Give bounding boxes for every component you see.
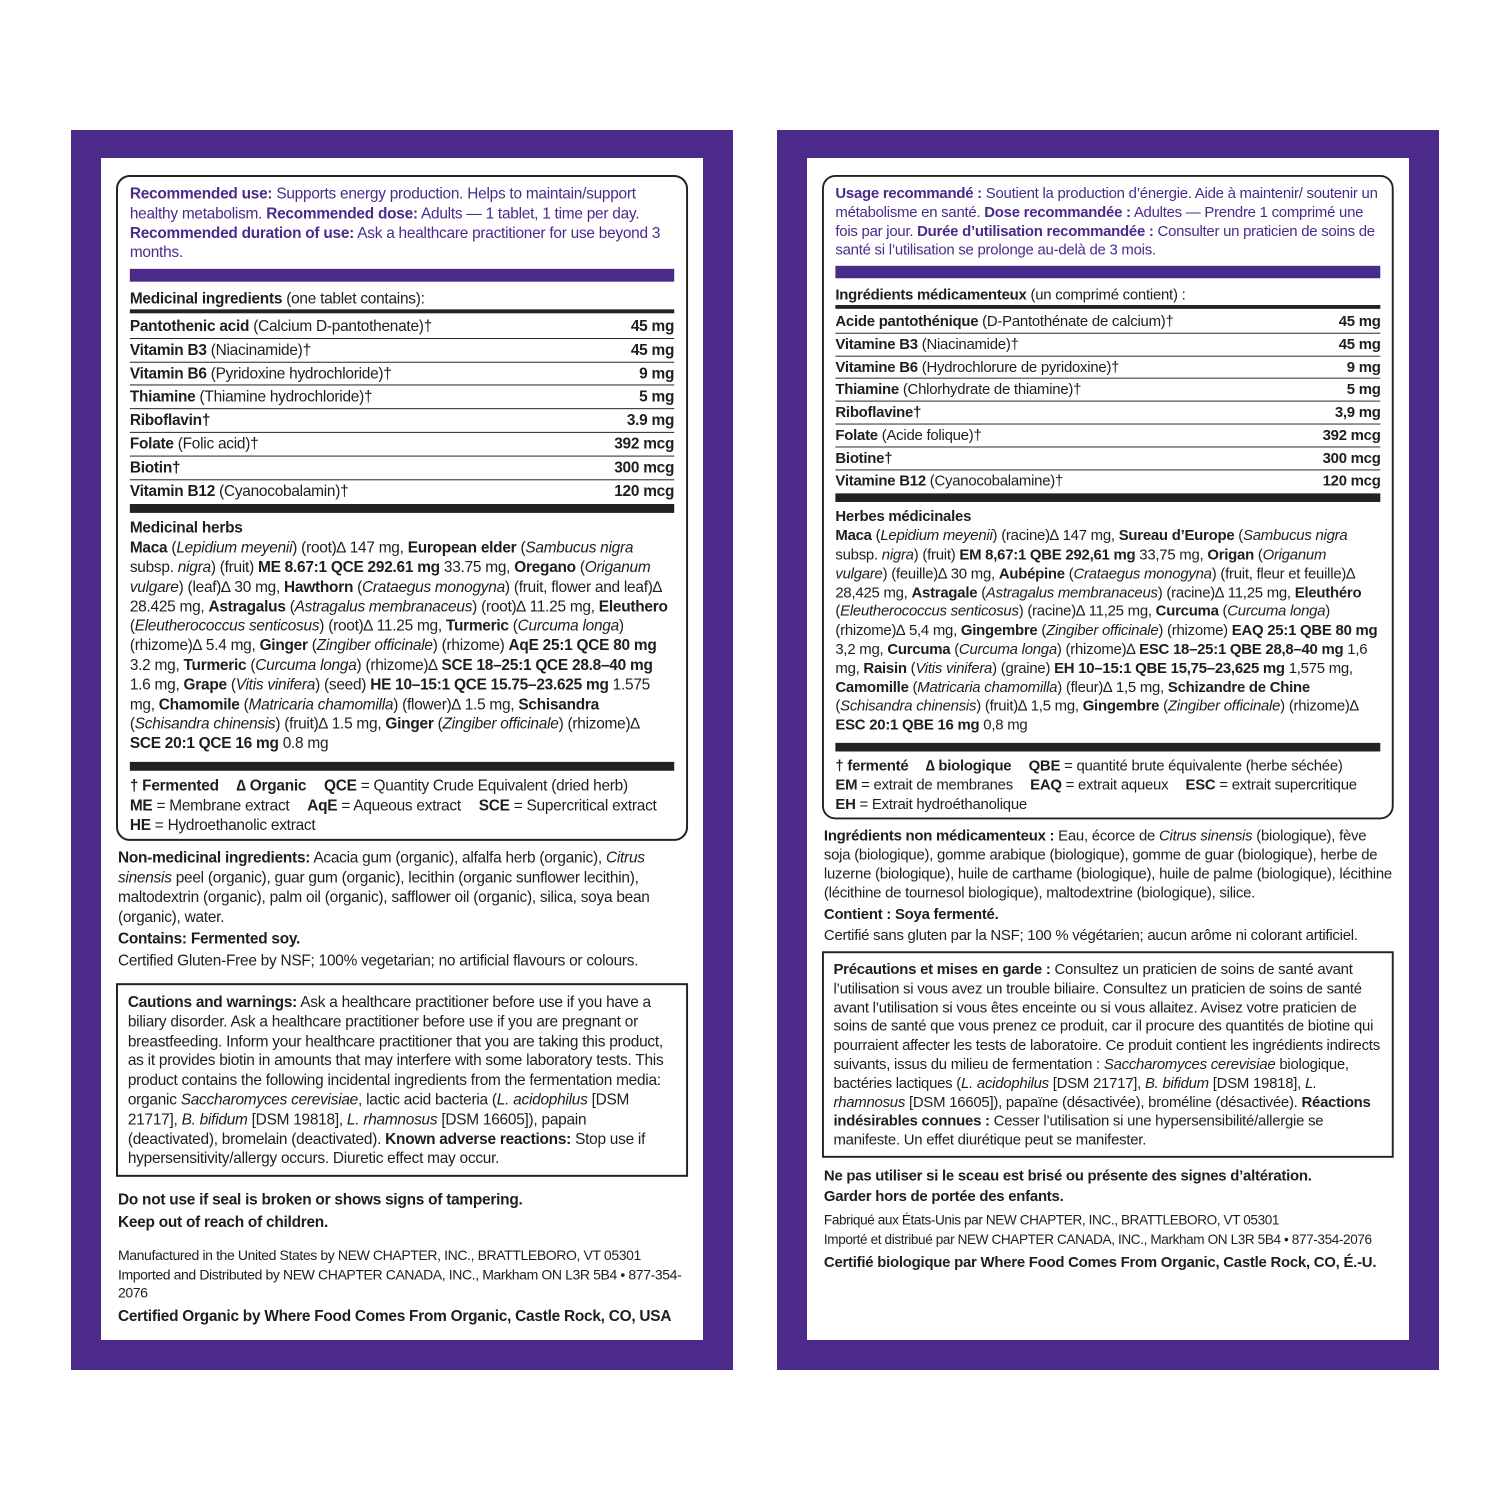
label-content-french [822,175,1394,1272]
legend-line-2: EM = extrait de membranes EAQ = extrait aqueux ESC = extrait supercritique [835,777,1357,794]
ingredient-name [835,449,892,468]
adverse-text: Cesser l’utilisation si une hypersensibilité/allergie se manifeste. Un effet diurétique peut se manifester. [833,1113,1324,1149]
medicinal-ingredients-table [835,311,1380,492]
children-warning [116,1213,688,1233]
imported-line: Imported and Distributed by NEW CHAPTER CANADA, INC., Markham ON L3R 5B4 • 877-354-2076 [117,1267,682,1302]
organic-certification [822,1253,1394,1272]
ingredient-amount: 392 mcg [1322,427,1381,444]
duration-value: Consulter un praticien de soins de santé si l’utilisation se prolonge au-delà de 3 mois. [835,223,1375,259]
ingredient-amount: 120 mcg [1322,472,1381,490]
ingredient-name [130,482,349,502]
ingredient-name-bold: Vitamin B12 [129,482,216,500]
ingredient-name [130,317,432,337]
ingredient-name [130,364,392,384]
non-medicinal-ingredients [116,849,688,927]
manufactured-line: Fabriqué aux États-Unis par NEW CHAPTER, INC., BRATTLEBORO, VT 05301 [823,1212,1280,1229]
medicinal-header-bold: Ingrédients médicamenteux [835,287,1027,304]
label-panel-french [777,130,1439,1370]
ingredient-name [835,404,921,423]
ingredient-amount: 45 mg [630,318,675,336]
ingredient-name [835,335,1018,354]
ingredient-amount: 9 mg [639,365,675,383]
legend-line-2: ME = Membrane extract AqE = Aqueous extract SCE = Supercritical extract [129,797,657,814]
cautions-box [116,983,688,1177]
ingredient-amount: 5 mg [1346,381,1381,399]
heavy-rule [835,743,1380,752]
ingredient-row [130,433,674,457]
ingredient-row [130,362,674,386]
herbs-title-text: Herbes médicinales [835,508,972,526]
cautions-text: Ask a healthcare practitioner before use if you have a biliary disorder. Ask a healthcare practitioner before use if you are pregnant or breastfeeding. Inform your healthcare practitioner that you are taking this product, as it provides biotin in amounts that may interfere with some laboratory tests. This product contains the following incidental ingredients from the fermentation media: organic Saccharomyces cerevisiae, lactic acid bacteria (L. acidophilus [DSM 21717], B. bifidum [DSM 19818], L. rhamnosus [DSM 16605]), papain (deactivated), bromelain (deactivated). [127,994,664,1148]
contains-statement [822,905,1394,924]
ingredient-detail: (Pyridoxine hydrochloride)† [206,365,392,383]
organic-certification [116,1307,688,1327]
ingredient-name [130,458,180,478]
ingredient-name-bold: Biotine† [835,450,893,467]
ingredient-name [835,358,1119,377]
cautions-label: Précautions et mises en garde : [833,961,1051,979]
ingredient-amount: 300 mcg [614,459,675,477]
medicinal-ingredients-header [130,290,674,310]
ingredient-name [835,313,1173,332]
duration-label: Durée d’utilisation recommandée : [917,223,1154,240]
ingredient-detail: (Cyanocobalamin)† [215,482,349,500]
heavy-rule [130,504,674,513]
organic-cert-text: Certified Organic by Where Food Comes From Organic, Castle Rock, CO, USA [117,1308,672,1325]
heavy-rule [130,762,674,771]
imported-line: Importé et distribué par NEW CHAPTER CANADA, INC., Markham ON L3R 5B4 • 877-354-2076 [823,1232,1372,1248]
contains-text: Contient : Soya fermenté. [823,905,999,923]
supplement-facts-box [116,175,688,841]
ingredient-row [130,315,674,339]
ingredient-row [130,409,674,433]
gluten-free-statement: Certifié sans gluten par la NSF; 100 % végétarien; aucun arôme ni colorant artificiel. [823,927,1358,944]
non-medicinal-label: Non-medicinal ingredients: [117,850,311,867]
ingredient-row [835,379,1380,402]
heavy-rule [835,494,1380,503]
label-inner-french [807,158,1409,1340]
ingredient-row [130,386,674,410]
ingredient-name [835,381,1081,400]
ingredient-detail: (Cyanocobalamine)† [925,472,1064,490]
duration-label: Recommended duration of use: [129,224,355,242]
medicinal-ingredients-header [835,286,1380,305]
contains-text: Contains: Fermented soy. [117,930,301,948]
ingredient-name [130,341,311,361]
gluten-free-statement: Certified Gluten-Free by NSF; 100% vegetarian; no artificial flavours or colours. [117,952,639,970]
ingredient-name-bold: Vitamine B6 [835,359,918,376]
ingredient-detail: (Folic acid)† [173,435,259,453]
legend-line-3: EH = Extrait hydroéthanolique [835,795,1027,813]
ingredient-detail: (Thiamine hydrochloride)† [195,388,373,406]
ingredient-detail: (Calcium D-pantothenate)† [249,318,433,336]
legend-line-3: HE = Hydroethanolic extract [129,816,316,834]
ingredient-name-bold: Folate [129,435,174,453]
purple-divider-bar [835,266,1380,278]
ingredient-row [130,456,674,480]
recommended-dose-label: Recommended dose: [266,205,418,223]
ingredient-name [130,388,372,408]
duration-value: Ask a healthcare practitioner for use beyond 3 months. [129,224,661,262]
cautions-box [822,951,1394,1157]
ingredient-name-bold: Folate [835,427,878,444]
ingredient-detail: (Chlorhydrate de thiamine)† [898,381,1082,399]
label-content-english [116,175,688,1327]
non-medicinal-text: Acacia gum (organic), alfalfa herb (organic), Citrus sinensis peel (organic), guar gum (organic), lecithin (organic sunflower lecithin), maltodextrin (organic), palm oil (organic), safflower oil (organic), silica, soya bean (organic), water. [117,850,650,926]
ingredient-name [130,411,210,431]
children-warning [822,1187,1394,1206]
ingredient-row [130,480,674,503]
medicinal-header-rest: (un comprimé contient) : [1026,287,1186,304]
label-inner-english [101,158,703,1340]
ingredient-name [130,435,259,455]
ingredient-name [835,472,1063,491]
ingredient-amount: 9 mg [1346,359,1381,376]
children-text: Keep out of reach of children. [117,1214,329,1232]
cautions-label: Cautions and warnings: [127,994,298,1011]
ingredient-row [835,311,1380,334]
ingredient-amount: 45 mg [1338,313,1381,330]
ingredient-name-bold: Riboflavine† [835,404,922,421]
children-text: Garder hors de portée des enfants. [823,1188,1064,1205]
ingredient-amount: 300 mcg [1322,450,1381,467]
ingredient-row [130,339,674,363]
adverse-label: Known adverse reactions: [385,1131,572,1148]
recommended-use-value: Supports energy production. Helps to maintain/support healthy metabolism. [129,185,636,223]
ingredient-name-bold: Riboflavin† [129,412,211,430]
recommended-use-text [835,185,1380,261]
seal-text: Ne pas utiliser si le sceau est brisé ou présente des signes d’altération. [823,1168,1312,1185]
medicinal-herbs-text: Maca (Lepidium meyenii) (root)∆ 147 mg, European elder (Sambucus nigra subsp. nigra) (fruit) ME 8.67:1 QCE 292.61 mg 33.75 mg, Oregano (Origanum vulgare) (leaf)∆ 30 mg, Hawthorn (Crataegus monogyna) (fruit, flower and leaf)∆ 28.425 mg, Astragalus (Astragalus membranaceus) (root)∆ 11.25 mg, Eleuthero (Eleutherococcus senticosus) (root)∆ 11.25 mg, Turmeric (Curcuma longa) (rhizome)∆ 5.4 mg, Ginger (Zingiber officinale) (rhizome) AqE 25:1 QCE 80 mg 3.2 mg, Turmeric (Curcuma longa) (rhizome)∆ SCE 18–25:1 QCE 28.8–40 mg 1.6 mg, Grape (Vitis vinifera) (seed) HE 10–15:1 QCE 15.75–23.625 mg 1.575 mg, Chamomile (Matricaria chamomilla) (flower)∆ 1.5 mg, Schisandra (Schisandra chinensis) (fruit)∆ 1.5 mg, Ginger (Zingiber officinale) (rhizome)∆ SCE 20:1 QCE 16 mg 0.8 mg [129,539,668,753]
thick-rule [835,305,1380,309]
ingredient-amount: 3.9 mg [626,412,675,430]
adverse-label: Réactions indésirables connues : [833,1094,1371,1130]
ingredient-row [835,356,1380,379]
ingredient-name [835,426,981,445]
legend-line-1: † fermenté ∆ biologique QBE = quantité brute équivalente (herbe séchée) [835,758,1343,775]
ingredient-row [835,333,1380,356]
ingredient-detail: (Acide folique)† [877,427,982,444]
label-panel-english [71,130,733,1370]
ingredient-detail: (Niacinamide)† [206,341,311,359]
ingredient-detail: (D-Pantothénate de calcium)† [978,313,1174,330]
ingredient-name-bold: Thiamine [129,388,196,406]
seal-warning [116,1191,688,1211]
ingredient-detail: (Hydrochlorure de pyridoxine)† [917,359,1120,376]
contains-statement [116,929,688,949]
medicinal-header-bold: Medicinal ingredients [129,290,283,308]
medicinal-herbs-text: Maca (Lepidium meyenii) (racine)∆ 147 mg, Sureau d’Europe (Sambucus nigra subsp. nigra) (fruit) EM 8,67:1 QBE 292,61 mg 33,75 mg, Origan (Origanum vulgare) (feuille)∆ 30 mg, Aubépine (Crataegus monogyna) (fruit, fleur et feuille)∆ 28,425 mg, Astragale (Astragalus membranaceus) (racine)∆ 11,25 mg, Eleuthéro (Eleutherococcus senticosus) (racine)∆ 11,25 mg, Curcuma (Curcuma longa) (rhizome)∆ 5,4 mg, Gingembre (Zingiber officinale) (rhizome) EAQ 25:1 QBE 80 mg 3,2 mg, Curcuma (Curcuma longa) (rhizome)∆ ESC 18–25:1 QBE 28,8–40 mg 1,6 mg, Raisin (Vitis vinifera) (graine) EH 10–15:1 QBE 15,75–23,625 mg 1,575 mg, Camomille (Matricaria chamomilla) (fleur)∆ 1,5 mg, Schizandre de Chine (Schisandra chinensis) (fruit)∆ 1,5 mg, Gingembre (Zingiber officinale) (rhizome)∆ ESC 20:1 QBE 16 mg 0,8 mg [835,527,1378,734]
herbs-title-text: Medicinal herbs [129,520,243,537]
ingredient-row [835,424,1380,447]
seal-text: Do not use if seal is broken or shows signs of tampering. [117,1191,523,1209]
purple-divider-bar [130,269,674,282]
ingredient-amount: 5 mg [639,388,675,406]
seal-warning [822,1167,1394,1186]
recommended-dose-value: Adults — 1 tablet, 1 time per day. [417,205,640,223]
non-medicinal-ingredients [822,827,1394,903]
recommended-use-value: Soutient la production d’énergie. Aide à maintenir/ soutenir un métabolisme en santé. [835,185,1378,221]
ingredient-name-bold: Vitamine B3 [835,336,918,353]
recommended-use-label: Usage recommandé : [835,185,982,202]
ingredient-row [835,402,1380,425]
medicinal-herbs-title [835,508,1380,527]
legend-line-1: † Fermented ∆ Organic QCE = Quantity Crude Equivalent (dried herb) [129,777,628,795]
ingredient-amount: 392 mcg [614,435,675,453]
ingredient-name-bold: Pantothenic acid [129,318,250,336]
non-medicinal-text: Eau, écorce de Citrus sinensis (biologique), fève soja (biologique), gomme arabique (biologique), gomme de guar (biologique), herbe de luzerne (biologique), huile de carthame (biologique), huile de palme (biologique), lécithine (lécithine de tournesol biologique), maltodextrine (biologique), silice. [823,828,1392,902]
ingredient-amount: 120 mcg [614,482,675,500]
ingredient-detail: (Niacinamide)† [917,336,1019,353]
non-medicinal-label: Ingrédients non médicamenteux : [823,828,1055,845]
medicinal-ingredients-table [130,315,674,502]
recommended-dose-value: Adultes — Prendre 1 comprimé une fois par jour. [835,204,1364,240]
manufactured-line: Manufactured in the United States by NEW CHAPTER, INC., BRATTLEBORO, VT 05301 [117,1247,641,1264]
ingredient-name-bold: Vitamin B6 [129,365,207,383]
ingredient-amount: 45 mg [1338,336,1381,353]
recommended-dose-label: Dose recommandée : [984,204,1131,221]
medicinal-herbs-title [130,519,674,539]
ingredient-amount: 45 mg [630,341,675,359]
ingredient-name-bold: Acide pantothénique [835,313,979,330]
medicinal-header-rest: (one tablet contains): [282,290,425,308]
thick-rule [130,309,674,313]
recommended-use-label: Recommended use: [129,185,273,203]
ingredient-name-bold: Vitamine B12 [835,472,926,490]
recommended-use-text [130,185,674,263]
ingredient-name-bold: Vitamin B3 [129,341,207,359]
ingredient-name-bold: Biotin† [129,459,181,477]
organic-cert-text: Certifié biologique par Where Food Comes From Organic, Castle Rock, CO, É.-U. [823,1254,1377,1271]
ingredient-name-bold: Thiamine [835,381,899,399]
cautions-text: Consultez un praticien de soins de santé avant l’utilisation si vous avez un trouble biliaire. Consultez un praticien de soins de santé avant l’utilisation si vous êtes enceinte ou si vous allaitez. Avisez votre praticien de soins de santé que vous prenez ce produit, car il procure des quantités de biotine qui pourraient affecter les tests de laboratoire. Ce produit contient les ingrédients indirects suivants, issus du milieu de fermentation : Saccharomyces cerevisiae biologique, bactéries lactiques (L. acidophilus [DSM 21717], B. bifidum [DSM 19818], L. rhamnosus [DSM 16605]), papaïne (désactivée), broméline (désactivée). [833,961,1380,1111]
adverse-text: Stop use if hypersensitivity/allergy occurs. Diuretic effect may occur. [127,1131,646,1168]
ingredient-row [835,447,1380,470]
supplement-facts-box [822,175,1394,820]
ingredient-row [835,470,1380,492]
ingredient-amount: 3,9 mg [1334,404,1381,421]
